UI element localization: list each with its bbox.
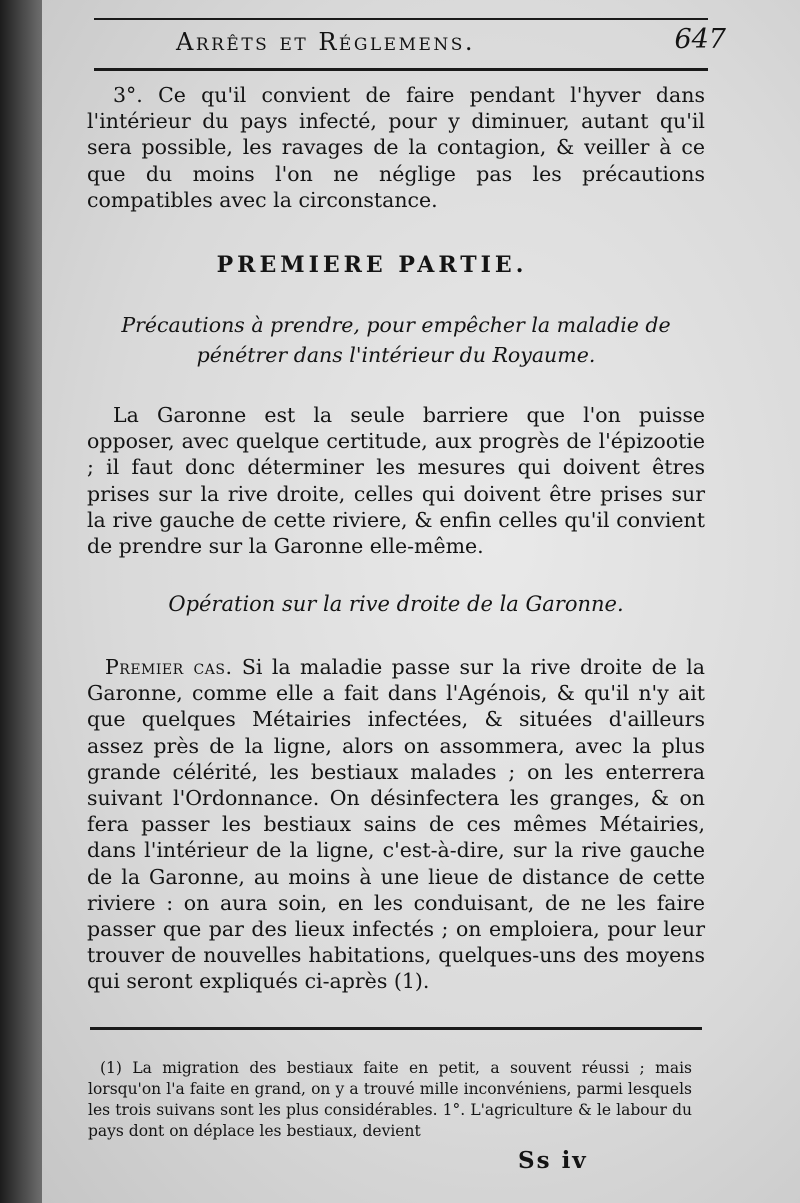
intro-paragraph: 3°. Ce qu'il convient de faire pendant l'hyver dans l'intérieur du pays infecté, pour y diminuer, autant qu'il sera possible, les ravages de la contagion, & veiller à ce que du moins l'on ne néglige pas les précautions compatibles avec la circonstance. bbox=[87, 83, 705, 212]
book-page bbox=[42, 0, 800, 1203]
footnote: (1) La migration des bestiaux faite en petit, a souvent réussi ; mais lorsqu'on l'a faite en grand, on y a trouvé mille inconvéniens, parmi lesquels les trois suivans sont les plus considérables. 1°. L'agriculture & le labour du pays dont on déplace les bestiaux, devient bbox=[88, 1059, 692, 1140]
header-rule-top bbox=[94, 18, 708, 20]
part-subtitle: Précautions à prendre, pour empêcher la maladie de pénétrer dans l'intérieur du Royaume. bbox=[121, 313, 671, 367]
paragraph-1: La Garonne est la seule barriere que l'on puisse opposer, avec quelque certitude, aux progrès de l'épizootie ; il faut donc déterminer les mesures qui doivent êtres prises sur la rive droite, celles qui doivent être prises sur la rive gauche de cette riviere, & enfin celles qu'il convient de prendre sur la Garonne elle-même. bbox=[87, 403, 705, 559]
paragraph-2 bbox=[87, 654, 705, 995]
page-header bbox=[94, 18, 726, 70]
running-title: Arrêts et Réglemens. bbox=[176, 28, 476, 56]
book-gutter bbox=[0, 0, 42, 1203]
paragraph-2-text: Si la maladie passe sur la rive droite de la Garonne, comme elle a fait dans l'Agénois, & qu'il n'y ait que quelques Métairies infectées, & situées d'ailleurs assez près de la ligne, alors on assommera, avec la plus grande célérité, les bestiaux malades ; on les enterrera suivant l'Ordonnance. On désinfectera les granges, & on fera passer les bestiaux sains de ces mêmes Métairies, dans l'intérieur de la ligne, c'est-à-dire, sur la rive gauche de la Garonne, au moins à une lieue de distance de cette riviere : on aura soin, en les conduisant, de ne les faire passer que par des lieux infectés ; on emploiera, pour leur trouver de nouvelles habitations, quelques-uns des moyens qui seront expliqués ci-après (1). bbox=[87, 655, 705, 994]
section-heading: Opération sur la rive droite de la Garonne. bbox=[168, 592, 624, 616]
footnote-rule bbox=[90, 1027, 702, 1030]
page-number: 647 bbox=[674, 24, 726, 55]
header-rule-bottom bbox=[94, 68, 708, 71]
case-label: Premier cas. bbox=[105, 655, 233, 679]
part-title: PREMIERE PARTIE. bbox=[216, 252, 528, 278]
signature-mark: Ss iv bbox=[518, 1147, 588, 1174]
